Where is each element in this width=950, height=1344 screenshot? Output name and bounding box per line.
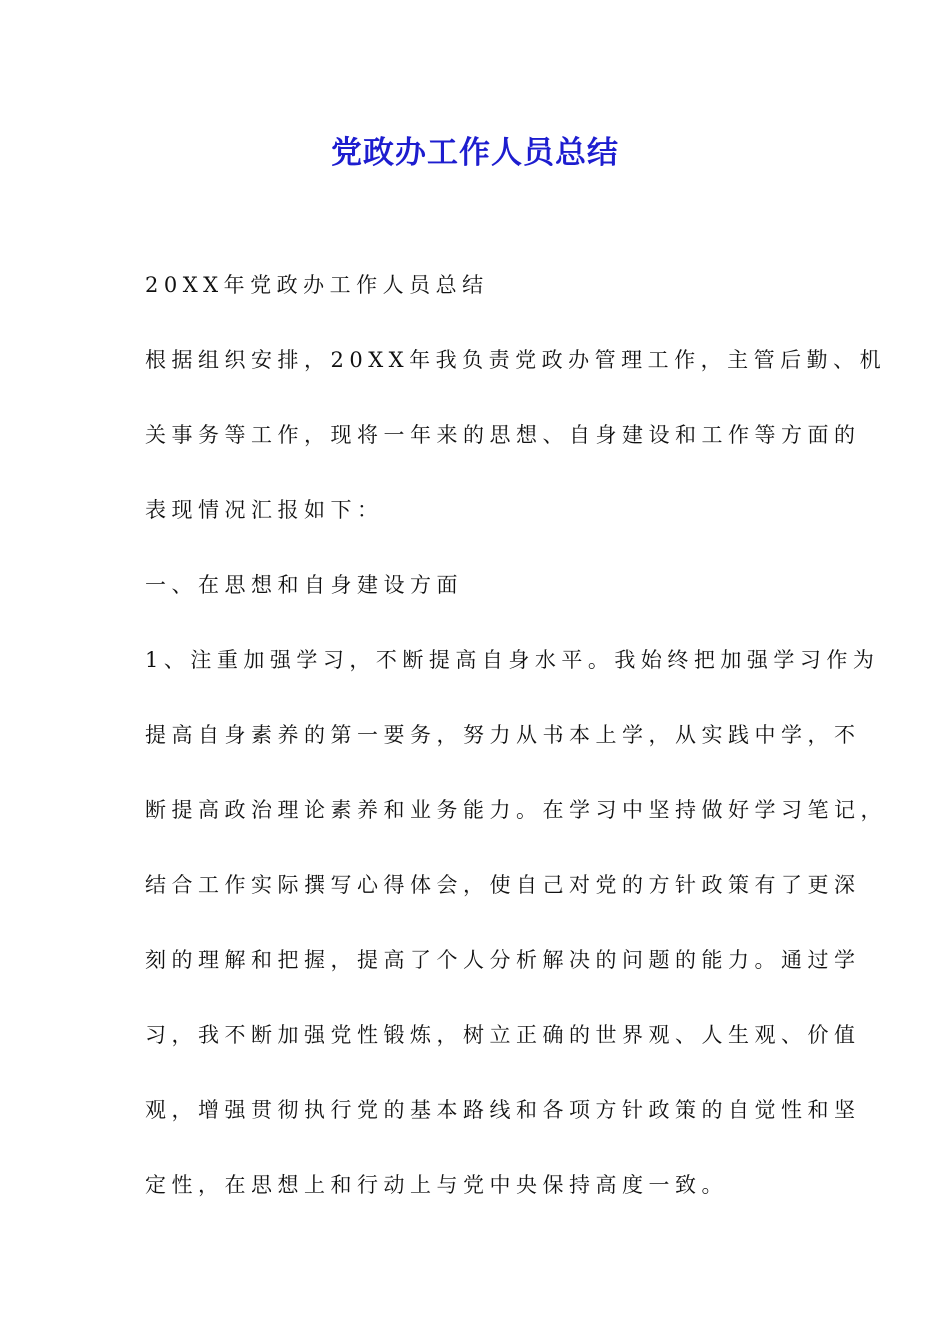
document-body: [145, 261, 887, 1236]
paragraph-line: 表现情况汇报如下：: [145, 498, 384, 522]
document-title: 党政办工作人员总结: [331, 135, 619, 171]
subtitle-line: 20XX年党政办工作人员总结: [145, 273, 489, 297]
paragraph-line: 观，增强贯彻执行党的基本路线和各项方针政策的自觉性和坚: [145, 1098, 861, 1122]
paragraph-line: 根据组织安排，20XX年我负责党政办管理工作，主管后勤、机: [145, 348, 887, 372]
section-heading: 一、在思想和自身建设方面: [145, 573, 463, 597]
paragraph-line: 定性，在思想上和行动上与党中央保持高度一致。: [145, 1173, 728, 1197]
paragraph-line: 关事务等工作，现将一年来的思想、自身建设和工作等方面的: [145, 423, 861, 447]
paragraph-line: 刻的理解和把握，提高了个人分析解决的问题的能力。通过学: [145, 948, 861, 972]
paragraph-line: 习，我不断加强党性锻炼，树立正确的世界观、人生观、价值: [145, 1023, 861, 1047]
paragraph-line: 1、注重加强学习，不断提高自身水平。我始终把加强学习作为: [145, 648, 880, 672]
paragraph-line: 结合工作实际撰写心得体会，使自己对党的方针政策有了更深: [145, 873, 861, 897]
paragraph-line: 提高自身素养的第一要务，努力从书本上学，从实践中学，不: [145, 723, 861, 747]
paragraph-line: 断提高政治理论素养和业务能力。在学习中坚持做好学习笔记，: [145, 798, 887, 822]
